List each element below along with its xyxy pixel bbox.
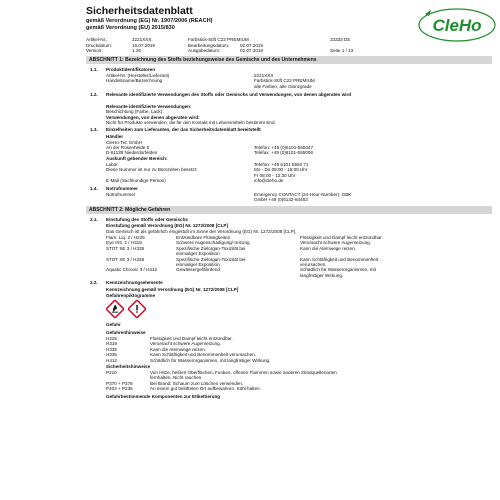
document-subtitle-eu: gemäß Verordnung (EU) 2015/830 <box>86 25 175 31</box>
hazard-code: H336 <box>106 352 117 358</box>
meta-left-values: 2221XXX 16.07.2019 1.26 <box>132 37 155 54</box>
s14-title: Notrufnummer <box>106 186 138 191</box>
classification-code: Flam. Liq. 2 / H225 <box>106 235 145 240</box>
s12-advised-against-value: Nicht für Produkte verwenden, die für den Kontakt mit Lebensmitteln bestimmt sind. <box>106 120 276 126</box>
s11-value-article: 2221XXX <box>254 73 274 78</box>
precaution-code: P370 + P378 <box>106 380 133 386</box>
classification-statement: Schädlich für Wasserorganismen, mit <box>300 267 376 273</box>
classification-code: Eye Irrit. 2 / H319 <box>106 240 142 246</box>
meta-left <box>86 37 112 54</box>
classification-category: einmaliger Exposition <box>176 262 220 267</box>
s14-emergency-number: GmbH +49 (0)6132-84463 <box>254 197 308 203</box>
document-subtitle-reach: gemäß Verordnung (EG) Nr. 1907/2006 (REACH) <box>86 18 213 24</box>
classification-category: Spezifische Zielorgan-Toxizität bei <box>176 256 246 262</box>
s22-title: Kennzeichnungselemente <box>106 280 163 285</box>
meta-mid-labels: Bearbeitungsdatum: Ausgabedatum: <box>188 42 230 54</box>
precaution-text: Bei Brand: Schaum zum Löschen verwenden. <box>150 380 244 386</box>
s13-email-value[interactable]: info@cleho.de <box>254 178 284 184</box>
hazard-text: Kann Schläfrigkeit und Benommenheit verursachen. <box>150 352 256 358</box>
signal-word: Gefahr <box>106 322 121 327</box>
s13-lab-label: Labor <box>106 162 118 167</box>
classification-category: Schwere Augenschädigung/-reizung <box>176 240 250 246</box>
classification-statement: Kann Schläfrigkeit und Benommenheit <box>300 256 379 262</box>
s11-value-tradename: Farbstick-Stift C22 PREMIUM <box>254 78 315 84</box>
s13-hours-label: Diese Nummer ist nur zu Bürozeiten besetzt: <box>106 167 198 173</box>
s13-company: CleHo-Tec GmbH <box>106 139 142 145</box>
s22-pictograms-heading: Gefahrenpiktogramme <box>106 293 156 298</box>
section-1-header: ABSCHNITT 1: Bezeichnung des Stoffs beziehungsweise des Gemischs und des Unternehmens <box>86 56 492 64</box>
s11-label-tradename: Handelsname/Bezeichnung <box>106 78 163 84</box>
labelling-components-heading: Gefahrbestimmende Komponenten zur Etikettierung <box>106 394 221 399</box>
hazard-code: H335 <box>106 346 117 352</box>
svg-text:CleHo: CleHo <box>432 16 482 35</box>
s13-hours-weekday: Mo - Do 08:00 - 16:00 Uhr <box>254 167 308 173</box>
s11-number: 1.1. <box>90 67 98 72</box>
cleho-logo <box>417 4 497 44</box>
precaution-text: Von Hitze, heißen Oberflächen, Funken, offenen Flammen sowie anderen Zündquellenarten <box>150 370 337 375</box>
s22-number: 2.2. <box>90 280 98 285</box>
classification-code: STOT SE 3 / H336 <box>106 256 145 262</box>
s13-fax: Telefax: +49 (0)6101-555006 <box>254 150 313 156</box>
precaution-text: fernhalten. Nicht rauchen. <box>150 375 203 381</box>
classification-statement: verursachen. <box>300 262 327 267</box>
meta-item-print-date: Druckdatum: <box>86 42 113 48</box>
precautionary-statements-heading: Sicherheitshinweise <box>106 364 151 369</box>
s13-phone: Telefon: +49 (0)6101-555047 <box>254 145 314 150</box>
s13-lab-phone: Telefon: +49 6101 5550 71 <box>254 162 309 167</box>
s14-label: Notrufnummer <box>106 192 136 197</box>
hazard-code: H412 <box>106 357 117 363</box>
s14-number: 1.4. <box>90 186 98 191</box>
s13-info-heading: Auskunft gebender Bereich: <box>106 156 168 162</box>
s14-emergency-contact: Emergency CONTACT (24-Hour-Number): GBK <box>254 192 352 197</box>
classification-statement: Verursacht schwere Augenreizung. <box>300 240 371 246</box>
s11-value-colors: alle Farben, alle Glanzgrade <box>254 83 312 89</box>
s22-subtitle: Kennzeichnung gemäß Verordnung (EG) Nr. 1272/2008 [CLP] <box>106 287 239 292</box>
s21-title: Einstufung des Stoffs oder Gemischs <box>106 217 188 222</box>
s12-number: 1.2. <box>90 92 98 97</box>
s13-dealer-heading: Händler <box>106 133 124 139</box>
s13-city: D-61138 Niederdorfelden <box>106 150 158 156</box>
s13-email-label: E-Mail (Sachkundige Person) <box>106 178 166 184</box>
classification-statement: Kann die Atemwege reizen. <box>300 245 356 251</box>
classification-category: Spezifische Zielorgan-Toxizität bei <box>176 245 246 251</box>
classification-category: einmaliger Exposition <box>176 251 220 257</box>
meta-item-article: Artikel-Nr.: <box>86 37 108 42</box>
hazard-text: Verursacht schwere Augenreizung. <box>150 341 221 347</box>
s12-uses-value: Beschichtung (Farbe, Lack) <box>106 109 163 115</box>
classification-code: STOT SE 3 / H335 <box>106 245 145 251</box>
s13-title: Einzelheiten zum Lieferanten, der das Sicherheitsdatenblatt bereitstellt <box>106 127 261 132</box>
precaution-code: P403 + P235 <box>106 386 133 392</box>
classification-category: Entzündbare Flüssigkeiten <box>176 235 231 240</box>
classification-statement: Flüssigkeit und Dampf leicht entzündbar. <box>300 235 383 240</box>
hazard-text: Schädlich für Wasserorganismen, mit langfristiger Wirkung. <box>150 357 271 363</box>
s21-intro: Das Gemisch ist als gefährlich eingestuft im Sinne der Verordnung (EG) Nr. 1272/2008 [CLP]. <box>106 229 297 234</box>
hazard-text: Flüssigkeit und Dampf leicht entzündbar. <box>150 336 233 341</box>
s13-number: 1.3. <box>90 127 98 132</box>
meta-right: 33333 DE Seite 1 / 13 <box>330 37 354 54</box>
meta-product-name: Farbstick-Stift C22 PREMIUM <box>188 37 249 42</box>
meta-item-version: Version: <box>86 48 103 54</box>
s11-title: Produktidentifikatoren <box>106 67 156 72</box>
s11-label-article: Artikel-Nr. (Hersteller/Lieferant) <box>106 73 170 78</box>
precaution-code: P210 <box>106 370 117 375</box>
s21-number: 2.1. <box>90 217 98 222</box>
s21-subtitle: Einstufung gemäß Verordnung (EG) Nr. 1272/2008 [CLP] <box>106 223 229 228</box>
document-title: Sicherheitsdatenblatt <box>86 5 193 17</box>
precaution-text: An einem gut belüfteten Ort aufbewahren. Kühl halten. <box>150 386 261 392</box>
section-2-header: ABSCHNITT 2: Mögliche Gefahren <box>86 206 492 214</box>
s12-advised-against-heading: Verwendungen, von denen abgeraten wird: <box>106 114 200 120</box>
hazard-code: H225 <box>106 336 117 341</box>
s12-uses-heading: Relevante identifizierte Verwendungen: <box>106 104 192 109</box>
classification-code: Aquatic Chronic 3 / H412 <box>106 267 158 273</box>
meta-edit-date: 02.07.2019 02.07.2019 <box>240 42 263 54</box>
s12-title: Relevante identifizierte Verwendungen des Stoffs oder Gemischs und Verwendungen, von denen abgeraten wird <box>106 92 352 97</box>
hazard-statements-heading: Gefahrenhinweise <box>106 330 146 335</box>
s13-hours-friday: Fr 08:00 - 12:30 Uhr <box>254 172 296 178</box>
s13-street: An der Rosenheide 5 <box>106 145 150 150</box>
classification-statement: langfristiger Wirkung. <box>300 272 344 278</box>
exclamation-pictogram-icon <box>128 300 146 318</box>
flame-pictogram-icon <box>106 300 124 318</box>
classification-category: Gewässergefährdend <box>176 267 220 273</box>
hazard-text: Kann die Atemwege reizen. <box>150 346 206 352</box>
hazard-code: H319 <box>106 341 117 347</box>
